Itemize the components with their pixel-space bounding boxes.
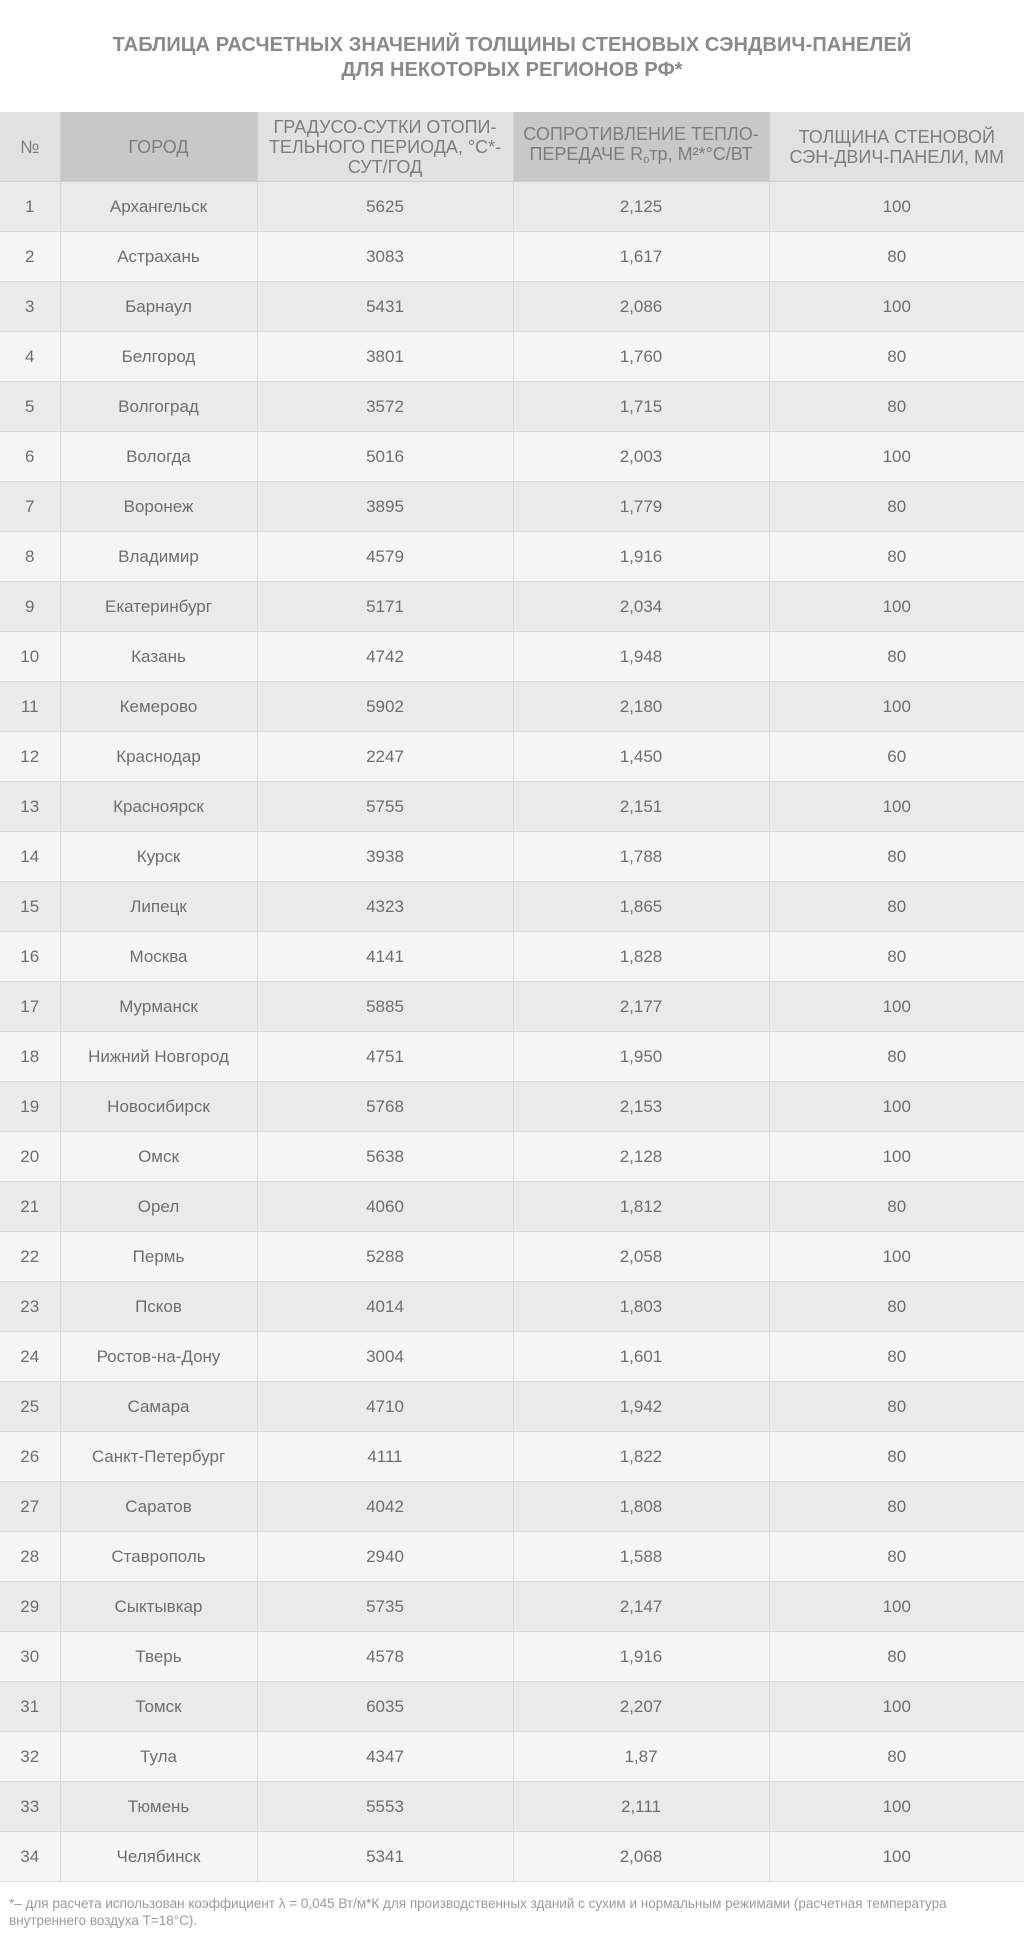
header-city: ГОРОД [60, 112, 257, 182]
cell-num: 26 [0, 1432, 60, 1482]
cell-degree-days: 4014 [257, 1282, 513, 1332]
table-row [0, 732, 1024, 782]
cell-thickness: 80 [769, 232, 1024, 282]
cell-num: 19 [0, 1082, 60, 1132]
cell-num: 21 [0, 1182, 60, 1232]
header-resistance-suffix: тр, М²*°С/ВТ [649, 143, 753, 164]
cell-thickness: 80 [769, 1382, 1024, 1432]
cell-thickness: 100 [769, 1082, 1024, 1132]
cell-city: Саратов [60, 1482, 257, 1532]
cell-resistance: 1,601 [513, 1332, 769, 1382]
cell-degree-days: 6035 [257, 1682, 513, 1732]
cell-num: 11 [0, 682, 60, 732]
table-row [0, 182, 1024, 232]
table-row [0, 582, 1024, 632]
table-row [0, 1732, 1024, 1782]
table-row [0, 232, 1024, 282]
cell-resistance: 2,128 [513, 1132, 769, 1182]
cell-num: 33 [0, 1782, 60, 1832]
cell-thickness: 80 [769, 482, 1024, 532]
cell-thickness: 60 [769, 732, 1024, 782]
cell-city: Барнаул [60, 282, 257, 332]
table-row [0, 1332, 1024, 1382]
cell-city: Владимир [60, 532, 257, 582]
cell-degree-days: 5016 [257, 432, 513, 482]
cell-resistance: 1,588 [513, 1532, 769, 1582]
cell-city: Псков [60, 1282, 257, 1332]
cell-num: 7 [0, 482, 60, 532]
cell-degree-days: 3004 [257, 1332, 513, 1382]
cell-num: 13 [0, 782, 60, 832]
cell-num: 18 [0, 1032, 60, 1082]
cell-num: 6 [0, 432, 60, 482]
cell-degree-days: 4742 [257, 632, 513, 682]
table-row [0, 282, 1024, 332]
cell-resistance: 2,034 [513, 582, 769, 632]
cell-city: Санкт-Петербург [60, 1432, 257, 1482]
table-row [0, 682, 1024, 732]
cell-thickness: 100 [769, 1582, 1024, 1632]
table-row [0, 1182, 1024, 1232]
cell-degree-days: 5755 [257, 782, 513, 832]
cell-num: 12 [0, 732, 60, 782]
cell-thickness: 100 [769, 782, 1024, 832]
cell-thickness: 100 [769, 1832, 1024, 1882]
cell-city: Москва [60, 932, 257, 982]
sandwich-panel-table [0, 112, 1024, 1882]
cell-city: Волгоград [60, 382, 257, 432]
table-row [0, 432, 1024, 482]
cell-degree-days: 5553 [257, 1782, 513, 1832]
cell-degree-days: 5341 [257, 1832, 513, 1882]
cell-city: Казань [60, 632, 257, 682]
cell-resistance: 1,822 [513, 1432, 769, 1482]
cell-resistance: 1,760 [513, 332, 769, 382]
cell-thickness: 80 [769, 1532, 1024, 1582]
table-row [0, 832, 1024, 882]
cell-degree-days: 4578 [257, 1632, 513, 1682]
cell-resistance: 2,003 [513, 432, 769, 482]
cell-thickness: 80 [769, 932, 1024, 982]
cell-degree-days: 5171 [257, 582, 513, 632]
cell-thickness: 100 [769, 282, 1024, 332]
cell-city: Краснодар [60, 732, 257, 782]
header-resistance-sub: о [643, 153, 650, 166]
cell-city: Курск [60, 832, 257, 882]
cell-resistance: 1,617 [513, 232, 769, 282]
cell-num: 34 [0, 1832, 60, 1882]
cell-city: Челябинск [60, 1832, 257, 1882]
cell-resistance: 1,828 [513, 932, 769, 982]
cell-resistance: 2,111 [513, 1782, 769, 1832]
table-row [0, 1382, 1024, 1432]
header-resistance [513, 112, 769, 182]
table-row [0, 1232, 1024, 1282]
header-thickness: ТОЛЩИНА СТЕНОВОЙ СЭН-ДВИЧ-ПАНЕЛИ, ММ [769, 112, 1024, 182]
table-row [0, 1432, 1024, 1482]
cell-city: Екатеринбург [60, 582, 257, 632]
cell-degree-days: 3801 [257, 332, 513, 382]
table-title [0, 0, 1024, 83]
cell-thickness: 80 [769, 332, 1024, 382]
cell-degree-days: 5638 [257, 1132, 513, 1182]
cell-resistance: 1,715 [513, 382, 769, 432]
cell-thickness: 100 [769, 1782, 1024, 1832]
cell-num: 4 [0, 332, 60, 382]
cell-degree-days: 4710 [257, 1382, 513, 1432]
cell-city: Ставрополь [60, 1532, 257, 1582]
cell-degree-days: 3895 [257, 482, 513, 532]
cell-city: Липецк [60, 882, 257, 932]
cell-city: Сыктывкар [60, 1582, 257, 1632]
cell-num: 32 [0, 1732, 60, 1782]
cell-thickness: 100 [769, 982, 1024, 1032]
table-row [0, 1132, 1024, 1182]
cell-degree-days: 4323 [257, 882, 513, 932]
cell-resistance: 2,086 [513, 282, 769, 332]
cell-degree-days: 5768 [257, 1082, 513, 1132]
table-row [0, 1082, 1024, 1132]
table-row [0, 1482, 1024, 1532]
cell-num: 24 [0, 1332, 60, 1382]
cell-thickness: 80 [769, 832, 1024, 882]
cell-thickness: 100 [769, 1132, 1024, 1182]
cell-city: Тула [60, 1732, 257, 1782]
cell-degree-days: 4060 [257, 1182, 513, 1232]
cell-thickness: 80 [769, 882, 1024, 932]
cell-resistance: 2,207 [513, 1682, 769, 1732]
cell-num: 25 [0, 1382, 60, 1432]
table-row [0, 1832, 1024, 1882]
cell-thickness: 100 [769, 1232, 1024, 1282]
cell-resistance: 1,950 [513, 1032, 769, 1082]
table-row [0, 1632, 1024, 1682]
cell-city: Белгород [60, 332, 257, 382]
cell-thickness: 80 [769, 1332, 1024, 1382]
cell-city: Пермь [60, 1232, 257, 1282]
cell-resistance: 2,147 [513, 1582, 769, 1632]
table-body [0, 182, 1024, 1882]
cell-num: 1 [0, 182, 60, 232]
cell-thickness: 80 [769, 1482, 1024, 1532]
cell-degree-days: 3938 [257, 832, 513, 882]
table-row [0, 532, 1024, 582]
cell-num: 16 [0, 932, 60, 982]
cell-resistance: 1,916 [513, 532, 769, 582]
cell-city: Кемерово [60, 682, 257, 732]
cell-resistance: 2,058 [513, 1232, 769, 1282]
cell-num: 20 [0, 1132, 60, 1182]
cell-city: Омск [60, 1132, 257, 1182]
cell-city: Архангельск [60, 182, 257, 232]
cell-thickness: 100 [769, 432, 1024, 482]
cell-num: 28 [0, 1532, 60, 1582]
cell-thickness: 80 [769, 1432, 1024, 1482]
cell-resistance: 2,068 [513, 1832, 769, 1882]
cell-thickness: 80 [769, 1182, 1024, 1232]
table-row [0, 1032, 1024, 1082]
cell-thickness: 100 [769, 582, 1024, 632]
cell-num: 15 [0, 882, 60, 932]
cell-num: 3 [0, 282, 60, 332]
cell-degree-days: 3083 [257, 232, 513, 282]
cell-degree-days: 2940 [257, 1532, 513, 1582]
cell-num: 10 [0, 632, 60, 682]
table-row [0, 932, 1024, 982]
cell-resistance: 1,948 [513, 632, 769, 682]
cell-thickness: 80 [769, 1032, 1024, 1082]
cell-city: Астрахань [60, 232, 257, 282]
cell-num: 23 [0, 1282, 60, 1332]
cell-resistance: 1,812 [513, 1182, 769, 1232]
cell-num: 27 [0, 1482, 60, 1532]
cell-thickness: 80 [769, 532, 1024, 582]
cell-resistance: 2,180 [513, 682, 769, 732]
cell-thickness: 80 [769, 382, 1024, 432]
table-row [0, 382, 1024, 432]
cell-degree-days: 3572 [257, 382, 513, 432]
cell-thickness: 80 [769, 1732, 1024, 1782]
cell-degree-days: 5885 [257, 982, 513, 1032]
table-row [0, 632, 1024, 682]
cell-thickness: 100 [769, 182, 1024, 232]
cell-thickness: 100 [769, 1682, 1024, 1732]
cell-thickness: 80 [769, 632, 1024, 682]
cell-degree-days: 4751 [257, 1032, 513, 1082]
cell-thickness: 80 [769, 1282, 1024, 1332]
cell-degree-days: 5625 [257, 182, 513, 232]
cell-degree-days: 2247 [257, 732, 513, 782]
table-row [0, 482, 1024, 532]
cell-resistance: 1,788 [513, 832, 769, 882]
cell-city: Тюмень [60, 1782, 257, 1832]
cell-city: Ростов-на-Дону [60, 1332, 257, 1382]
cell-num: 8 [0, 532, 60, 582]
cell-resistance: 1,779 [513, 482, 769, 532]
cell-resistance: 1,808 [513, 1482, 769, 1532]
table-row [0, 332, 1024, 382]
table-title-line1: ТАБЛИЦА РАСЧЕТНЫХ ЗНАЧЕНИЙ ТОЛЩИНЫ СТЕНОВЫХ СЭНДВИЧ-ПАНЕЛЕЙ [112, 34, 912, 56]
cell-degree-days: 5431 [257, 282, 513, 332]
table-row [0, 1532, 1024, 1582]
cell-degree-days: 5735 [257, 1582, 513, 1632]
cell-degree-days: 5288 [257, 1232, 513, 1282]
table-row [0, 1582, 1024, 1632]
cell-resistance: 1,450 [513, 732, 769, 782]
cell-resistance: 1,803 [513, 1282, 769, 1332]
cell-resistance: 1,916 [513, 1632, 769, 1682]
cell-resistance: 1,865 [513, 882, 769, 932]
cell-degree-days: 4347 [257, 1732, 513, 1782]
cell-city: Томск [60, 1682, 257, 1732]
table-row [0, 1682, 1024, 1732]
cell-city: Орел [60, 1182, 257, 1232]
cell-degree-days: 4111 [257, 1432, 513, 1482]
cell-num: 31 [0, 1682, 60, 1732]
cell-degree-days: 4141 [257, 932, 513, 982]
cell-resistance: 2,153 [513, 1082, 769, 1132]
cell-city: Самара [60, 1382, 257, 1432]
cell-thickness: 100 [769, 682, 1024, 732]
header-resistance-prefix: СОПРОТИВЛЕНИЕ ТЕПЛО-ПЕРЕДАЧЕ R [523, 123, 759, 164]
cell-resistance: 1,87 [513, 1732, 769, 1782]
cell-city: Вологда [60, 432, 257, 482]
table-row [0, 1782, 1024, 1832]
cell-num: 14 [0, 832, 60, 882]
cell-num: 22 [0, 1232, 60, 1282]
cell-num: 17 [0, 982, 60, 1032]
cell-city: Мурманск [60, 982, 257, 1032]
cell-num: 29 [0, 1582, 60, 1632]
cell-city: Воронеж [60, 482, 257, 532]
cell-city: Тверь [60, 1632, 257, 1682]
cell-num: 5 [0, 382, 60, 432]
cell-city: Нижний Новгород [60, 1032, 257, 1082]
cell-num: 9 [0, 582, 60, 632]
header-degree-days: ГРАДУСО-СУТКИ ОТОПИ-ТЕЛЬНОГО ПЕРИОДА, °С*-СУТ/ГОД [257, 112, 513, 182]
cell-resistance: 2,125 [513, 182, 769, 232]
table-row [0, 1282, 1024, 1332]
table-row [0, 782, 1024, 832]
table-row [0, 982, 1024, 1032]
cell-resistance: 2,151 [513, 782, 769, 832]
table-row [0, 882, 1024, 932]
cell-degree-days: 5902 [257, 682, 513, 732]
header-num: № [0, 112, 60, 182]
cell-num: 30 [0, 1632, 60, 1682]
footnote: *– для расчета использован коэффициент λ = 0,045 Вт/м*К для производственных зданий с сухим и нормальным режимами (расчетная температура внутреннего воздуха Т=18°С). [9, 1896, 947, 1928]
cell-degree-days: 4042 [257, 1482, 513, 1532]
cell-city: Новосибирск [60, 1082, 257, 1132]
cell-degree-days: 4579 [257, 532, 513, 582]
cell-resistance: 2,177 [513, 982, 769, 1032]
table-header-row [0, 112, 1024, 182]
cell-thickness: 80 [769, 1632, 1024, 1682]
cell-num: 2 [0, 232, 60, 282]
cell-city: Красноярск [60, 782, 257, 832]
cell-resistance: 1,942 [513, 1382, 769, 1432]
table-title-line2: ДЛЯ НЕКОТОРЫХ РЕГИОНОВ РФ* [341, 59, 683, 81]
